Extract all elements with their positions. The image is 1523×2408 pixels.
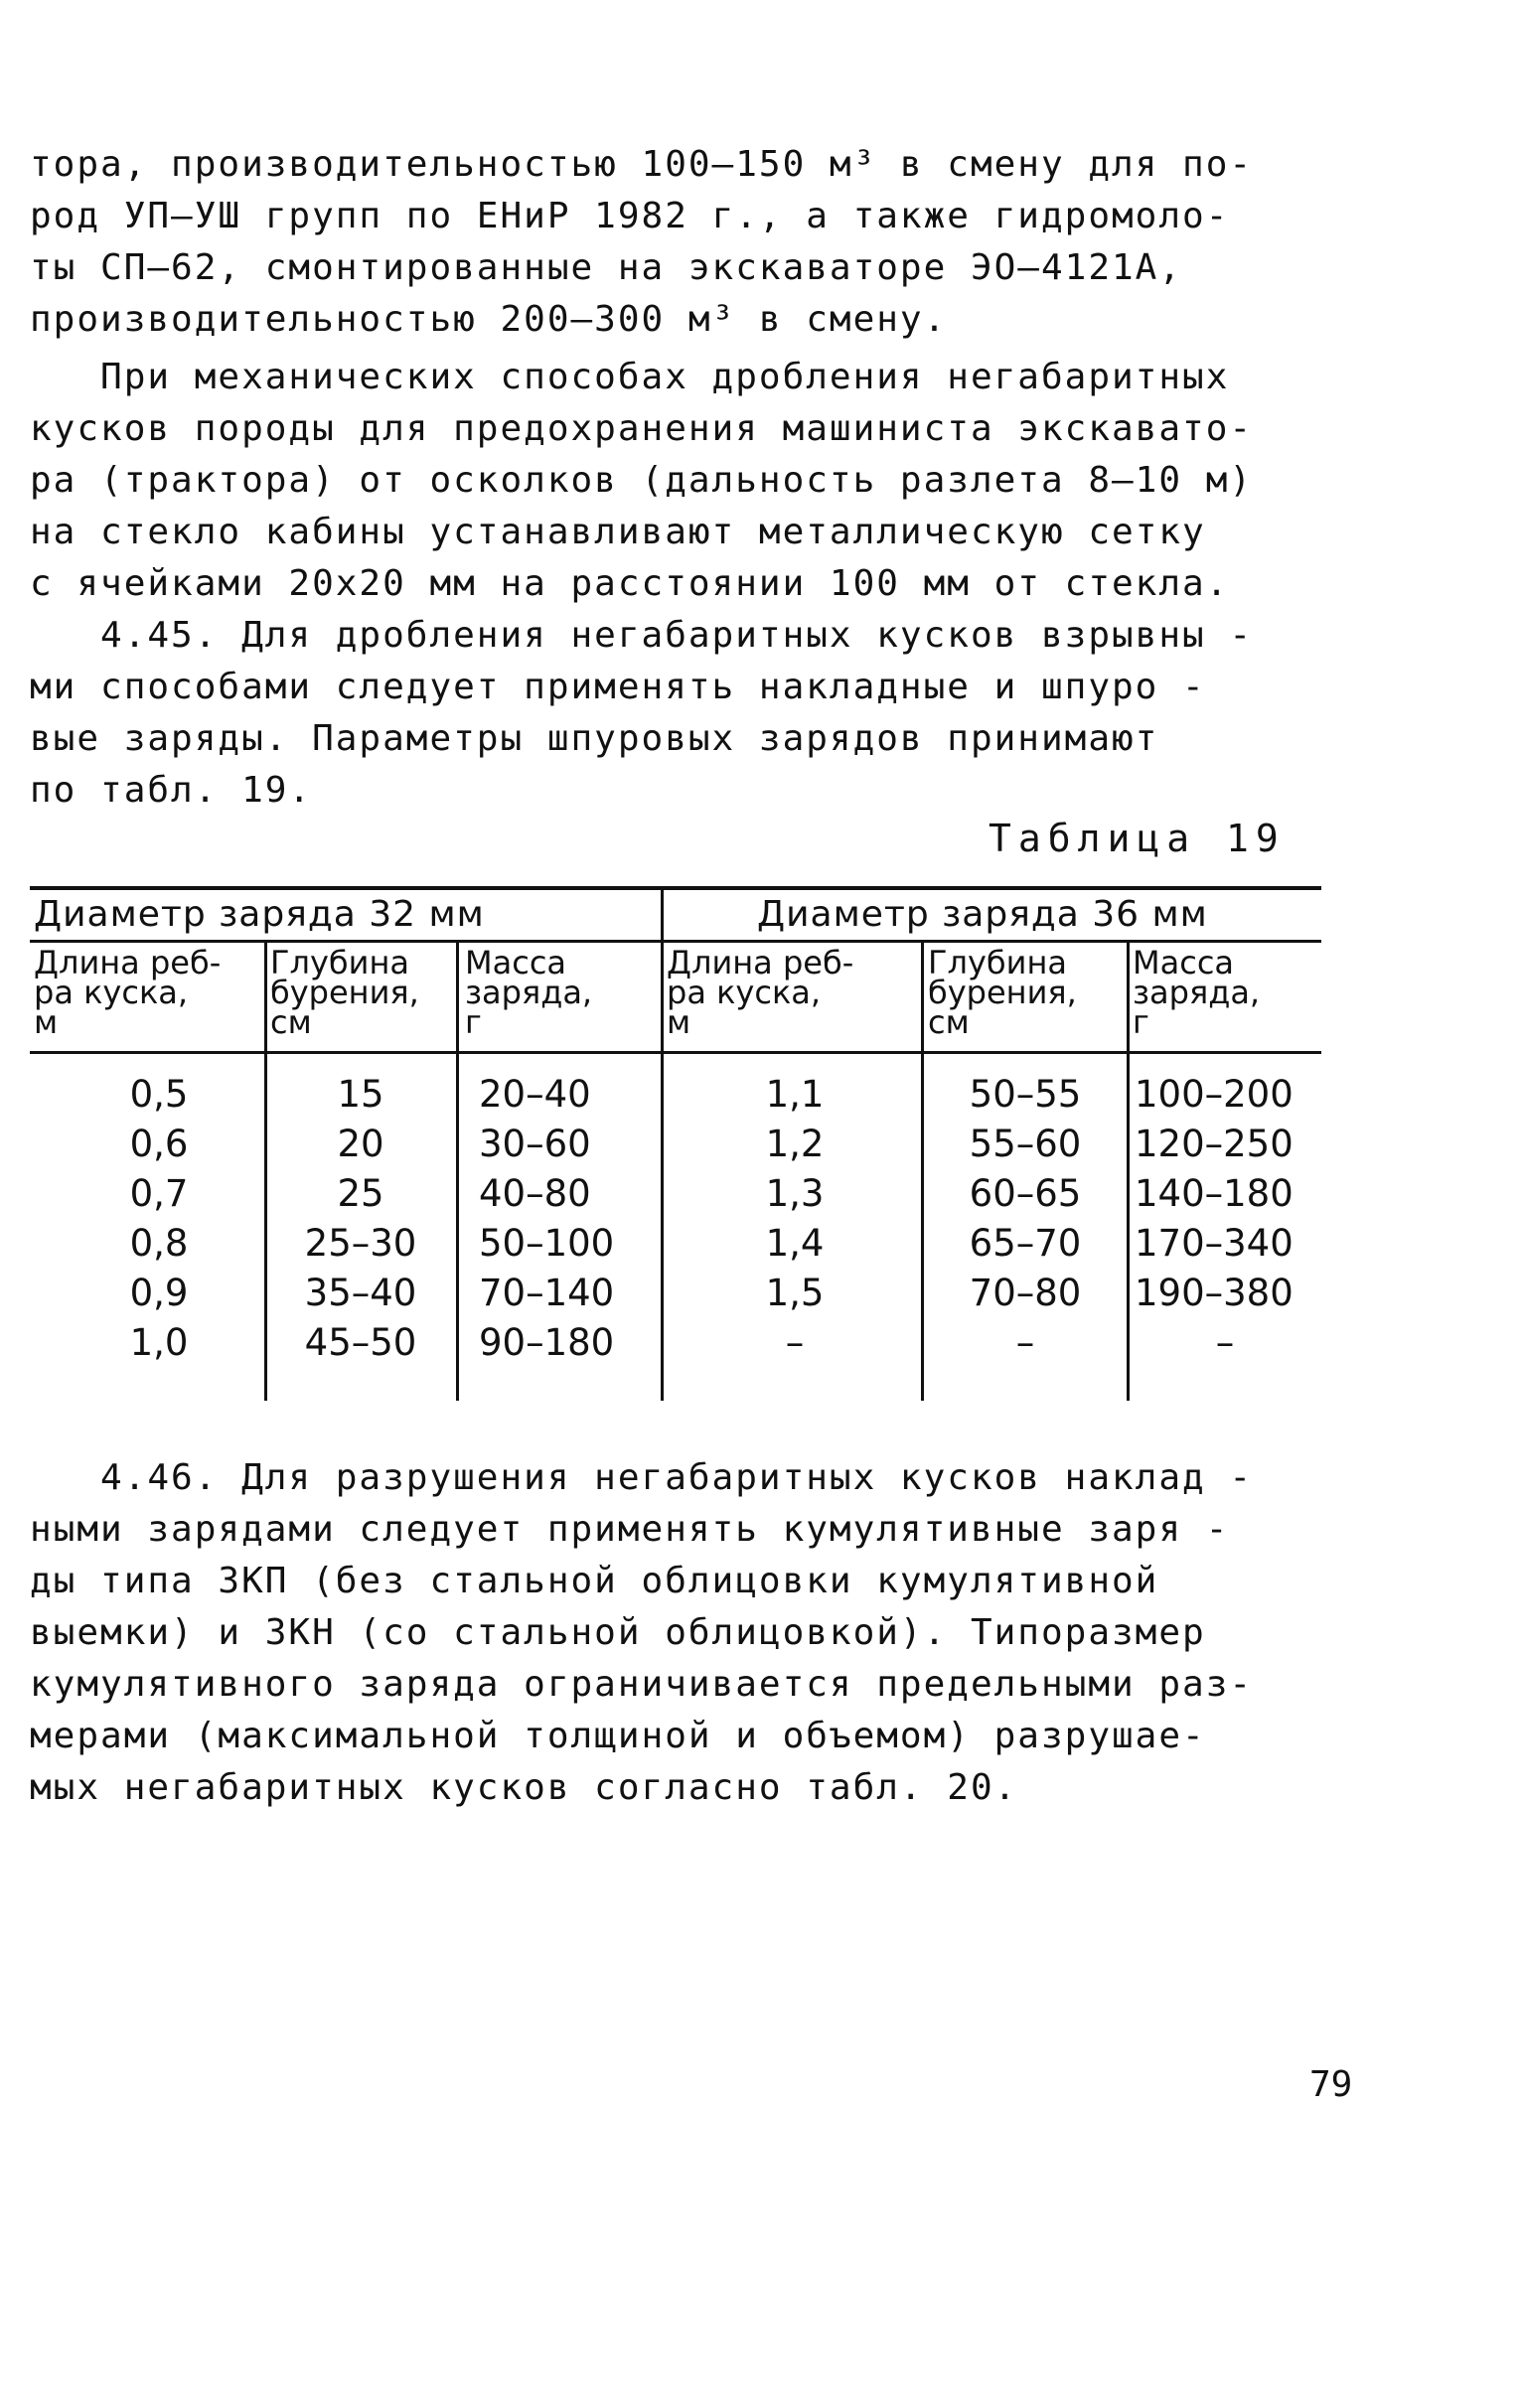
table-cell: 50–100	[479, 1222, 615, 1265]
text-line: 4.46. Для разрушения негабаритных кусков наклад -	[30, 1457, 1254, 1498]
paragraph-2	[30, 352, 1341, 610]
table-cell: 90–180	[479, 1321, 615, 1364]
table-cell: 70–140	[479, 1272, 615, 1314]
table-cell: 0,8	[129, 1222, 189, 1265]
text-line: производительностью 200–300 м³ в смену.	[30, 299, 948, 340]
column-header: Глубина бурения, см	[270, 944, 419, 1041]
table-cell: 70–80	[969, 1272, 1082, 1314]
table-cell: 120–250	[1135, 1123, 1294, 1165]
table-cell: 45–50	[304, 1321, 417, 1364]
table-cell: 30–60	[479, 1123, 591, 1165]
text-line: выемки) и ЗКН (со стальной облицовкой). Типоразмер	[30, 1612, 1206, 1653]
text-line: ра (трактора) от осколков (дальность разлета 8–10 м)	[30, 460, 1254, 501]
table-cell: 1,1	[765, 1073, 825, 1116]
text-line: род УП–УШ групп по ЕНиР 1982 г., а также гидромоло-	[30, 196, 1230, 236]
paragraph-4-46	[30, 1452, 1341, 1814]
text-line: ты СП–62, смонтированные на экскаваторе ЭО–4121А,	[30, 247, 1183, 288]
table-rule-top	[30, 886, 1321, 890]
text-line: кусков породы для предохранения машиниста экскавато-	[30, 408, 1254, 449]
table-rule-col	[921, 940, 924, 1401]
data-table	[30, 886, 1321, 1403]
column-header: Масса заряда, г	[1133, 944, 1261, 1041]
table-cell: 140–180	[1135, 1172, 1294, 1215]
text-line: мых негабаритных кусков согласно табл. 20.	[30, 1767, 1018, 1808]
table-cell: 25	[337, 1172, 384, 1215]
text-line: по табл. 19.	[30, 770, 313, 811]
table-title: Таблица 19	[989, 817, 1286, 860]
table-cell: –	[1215, 1321, 1235, 1364]
page-number: 79	[1309, 2064, 1353, 2105]
text-line: вые заряды. Параметры шпуровых зарядов принимают	[30, 718, 1159, 759]
table-rule-col	[1127, 940, 1130, 1401]
text-line: При механических способах дробления негабаритных	[30, 357, 1230, 397]
text-line: кумулятивного заряда ограничивается предельными раз-	[30, 1664, 1254, 1705]
table-cell: 1,5	[765, 1272, 825, 1314]
paragraph-1	[30, 139, 1341, 346]
text-line: ными зарядами следует применять кумулятивные заря -	[30, 1509, 1230, 1550]
column-header: Глубина бурения, см	[928, 944, 1077, 1041]
table-cell: 100–200	[1135, 1073, 1294, 1116]
text-line: с ячейками 20х20 мм на расстоянии 100 мм от стекла.	[30, 563, 1230, 604]
table-cell: –	[785, 1321, 805, 1364]
table-cell: 60–65	[969, 1172, 1082, 1215]
table-cell: 0,7	[129, 1172, 189, 1215]
table-cell: 1,0	[129, 1321, 189, 1364]
table-cell: 40–80	[479, 1172, 591, 1215]
table-cell: 0,6	[129, 1123, 189, 1165]
text-line: на стекло кабины устанавливают металлическую сетку	[30, 512, 1206, 552]
text-line: ми способами следует применять накладные и шпуро -	[30, 667, 1206, 707]
column-header: Длина реб- ра куска, м	[667, 944, 854, 1041]
column-header: Длина реб- ра куска, м	[34, 944, 222, 1041]
table-cell: 0,9	[129, 1272, 189, 1314]
table-cell: 55–60	[969, 1123, 1082, 1165]
table-rule-col	[456, 940, 459, 1401]
table-cell: 20–40	[479, 1073, 591, 1116]
paragraph-4-45	[30, 610, 1341, 817]
text-line: 4.45. Для дробления негабаритных кусков взрывны -	[30, 615, 1254, 656]
table-cell: 50–55	[969, 1073, 1082, 1116]
table-cell: 65–70	[969, 1222, 1082, 1265]
table-cell: 1,3	[765, 1172, 825, 1215]
table-cell: –	[1015, 1321, 1035, 1364]
group-header-32mm: Диаметр заряда 32 мм	[34, 894, 485, 935]
table-cell: 190–380	[1135, 1272, 1294, 1314]
text-line: тора, производительностью 100–150 м³ в смену для по-	[30, 144, 1254, 185]
table-cell: 20	[337, 1123, 384, 1165]
table-cell: 0,5	[129, 1073, 189, 1116]
text-line: ды типа ЗКП (без стальной облицовки кумулятивной	[30, 1561, 1159, 1601]
table-cell: 1,4	[765, 1222, 825, 1265]
table-cell: 15	[337, 1073, 384, 1116]
table-cell: 25–30	[304, 1222, 417, 1265]
column-header: Масса заряда, г	[465, 944, 593, 1041]
table-cell: 35–40	[304, 1272, 417, 1314]
group-header-36mm: Диаметр заряда 36 мм	[757, 894, 1208, 935]
table-cell: 170–340	[1135, 1222, 1294, 1265]
text-line: мерами (максимальной толщиной и объемом) разрушае-	[30, 1716, 1206, 1756]
table-cell: 1,2	[765, 1123, 825, 1165]
table-rule-col	[264, 940, 267, 1401]
